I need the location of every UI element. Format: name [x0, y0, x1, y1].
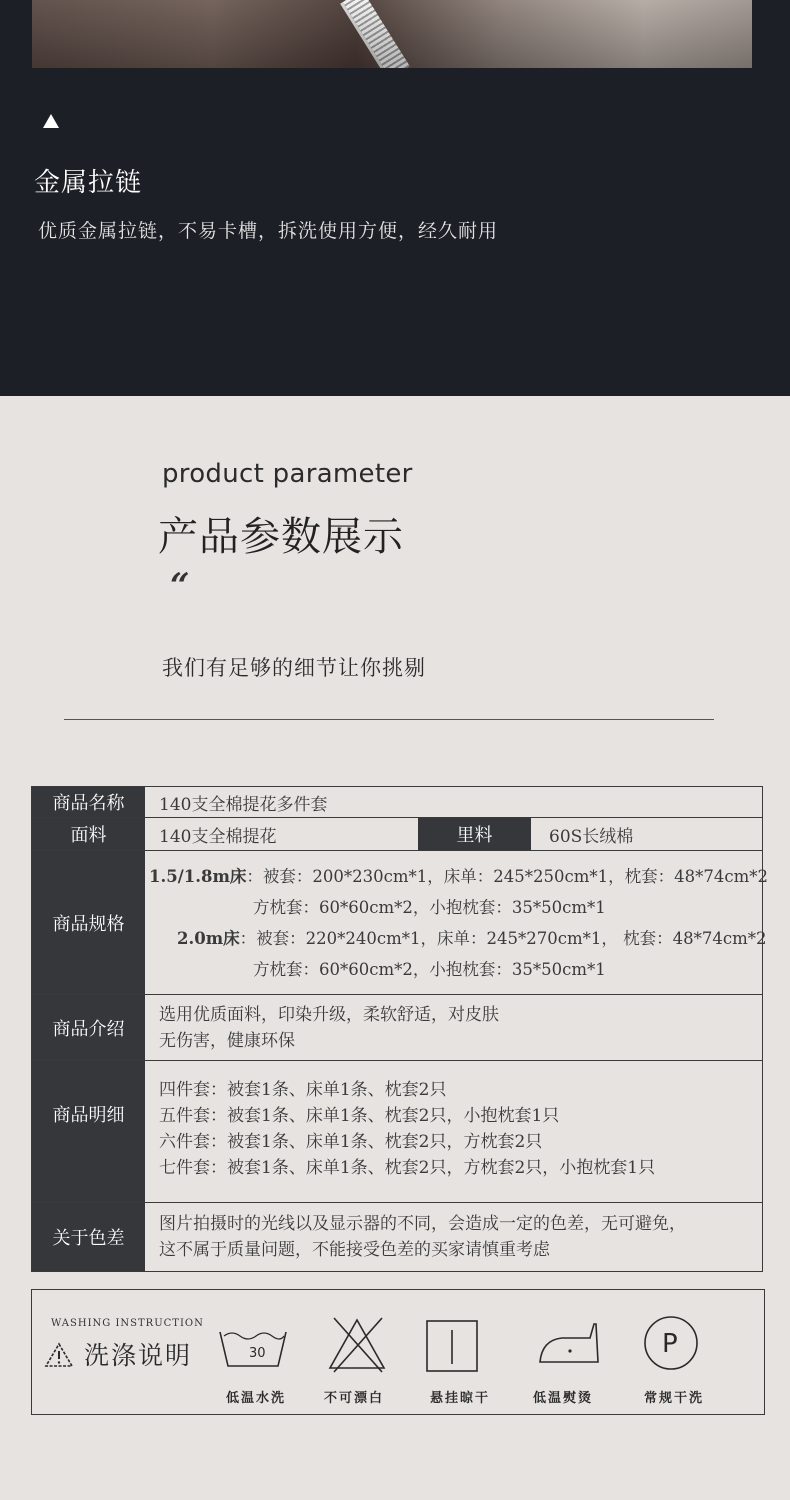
spec-line: 方枕套：60*60cm*2，小抱枕套：35*50cm*1 [253, 959, 606, 979]
table-row [32, 995, 762, 1061]
dry-clean-symbol: P [662, 1329, 678, 1359]
washing-instructions [31, 1289, 765, 1415]
row-value: 四件套：被套1条、床单1条、枕套2只 五件套：被套1条、床单1条、枕套2只，小抱枕套1只 六件套：被套1条、床单1条、枕套2只，方枕套2只 七件套：被套1条、床单1条、枕套2只，方枕套2只，小抱枕套1只 [159, 1080, 656, 1178]
wash-temperature: 30 [249, 1346, 266, 1361]
row-label: 关于色差 [32, 1203, 145, 1271]
feature-description: 优质金属拉链，不易卡槽，拆洗使用方便，经久耐用 [38, 220, 499, 242]
row-value: 60S长绒棉 [549, 826, 634, 847]
no-bleach-icon [326, 1314, 388, 1374]
row-label: 商品介绍 [32, 995, 145, 1060]
feature-title: 金属拉链 [34, 168, 143, 198]
warning-icon [44, 1342, 74, 1368]
row-label: 里料 [418, 818, 531, 850]
triangle-marker-icon [43, 114, 59, 128]
table-row [32, 818, 762, 851]
row-value: 图片拍摄时的光线以及显示器的不同，会造成一定的色差，无可避免， 这不属于质量问题，不能接受色差的买家请慎重考虑 [159, 1214, 686, 1260]
section-title-cn: 产品参数展示 [158, 514, 404, 560]
spec-line: 方枕套：60*60cm*2，小抱枕套：35*50cm*1 [253, 897, 606, 917]
row-label: 商品名称 [32, 787, 145, 817]
row-label: 面料 [32, 818, 145, 850]
zipper-photo [32, 0, 752, 68]
row-value: 140支全棉提花多件套 [159, 794, 328, 815]
table-row [32, 851, 769, 995]
iron-low-icon [536, 1320, 600, 1366]
row-value: 选用优质面料，印染升级，柔软舒适，对皮肤 无伤害，健康环保 [159, 1004, 499, 1051]
table-row [32, 1061, 762, 1203]
washing-title-en: WASHING INSTRUCTION [51, 1318, 204, 1329]
table-row [32, 787, 762, 818]
divider [64, 719, 714, 720]
dry-clean-p-icon [642, 1314, 700, 1372]
hang-dry-icon [426, 1320, 478, 1372]
washing-title-cn: 洗涤说明 [84, 1341, 193, 1370]
wash-tub-30-icon [218, 1330, 288, 1370]
iron-label: 低温熨烫 [533, 1391, 594, 1406]
dry-clean-label: 常规干洗 [644, 1391, 705, 1406]
row-label: 商品明细 [32, 1061, 145, 1202]
bleach-label: 不可漂白 [324, 1391, 385, 1406]
row-value: 140支全棉提花 [159, 826, 277, 847]
row-label: 商品规格 [32, 851, 145, 994]
spec-line: 2.0m床：被套：220*240cm*1，床单：245*270cm*1， 枕套：48*74cm*2 [177, 928, 767, 948]
section-subtitle: 我们有足够的细节让你挑剔 [162, 656, 426, 680]
section-title-en: product parameter [162, 459, 413, 489]
wash-label: 低温水洗 [226, 1391, 287, 1406]
spec-value [145, 851, 768, 994]
feature-section [0, 0, 790, 396]
table-row [32, 1203, 762, 1271]
quote-mark: “ [170, 566, 190, 606]
dry-label: 悬挂晾干 [430, 1391, 491, 1406]
spec-line: 1.5/1.8m床：被套：200*230cm*1，床单：245*250cm*1，枕套：48*74cm*2 [149, 866, 769, 886]
parameter-table [31, 786, 769, 1272]
